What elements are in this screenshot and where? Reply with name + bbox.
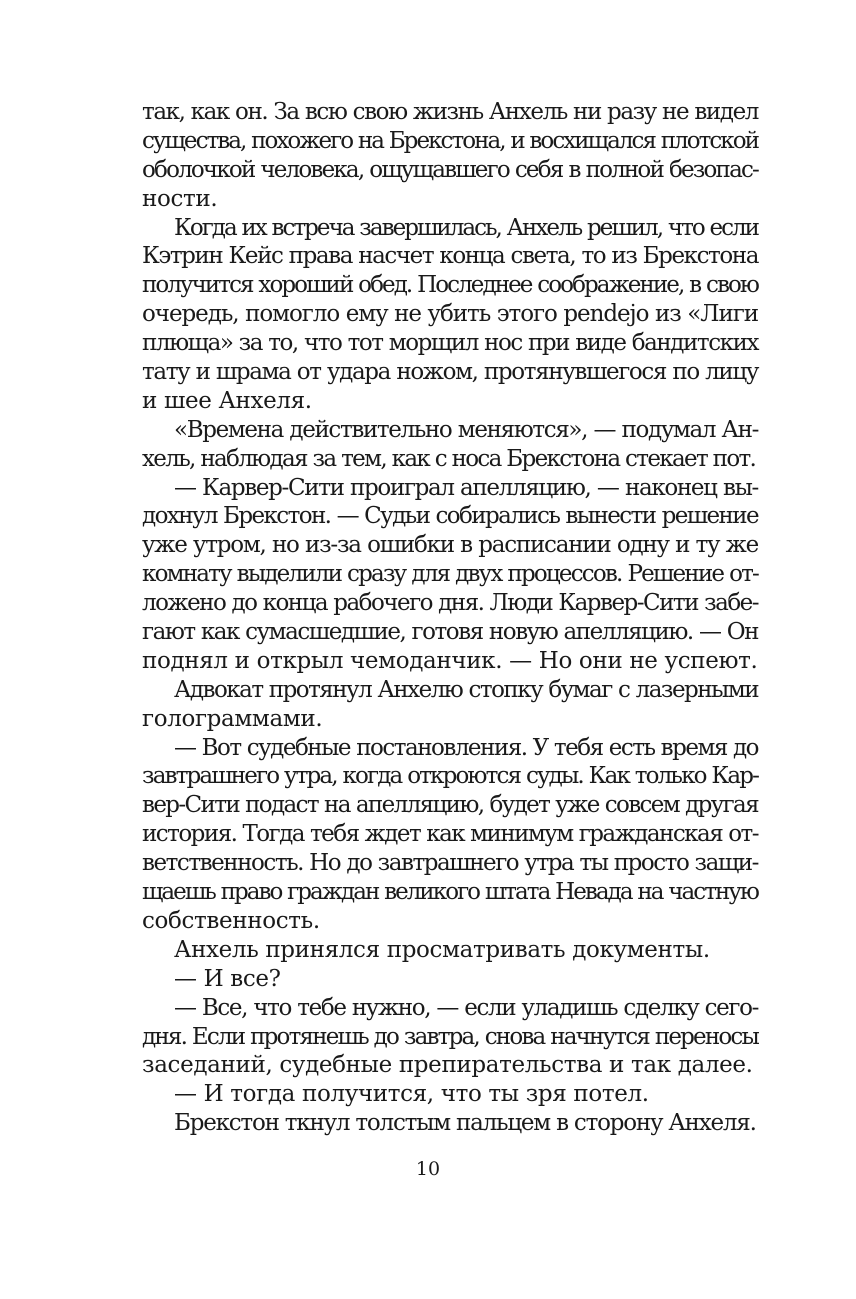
text-line: ности. bbox=[142, 185, 218, 212]
text-line: Анхель принялся просматривать документы. bbox=[174, 936, 710, 963]
text-line: существа, похожего на Брекстона, и восхищался плотской bbox=[142, 127, 758, 154]
text-line: — И все? bbox=[174, 965, 281, 992]
text-line: и шее Анхеля. bbox=[142, 387, 312, 414]
page-number: 10 bbox=[415, 1158, 441, 1180]
text-line: поднял и открыл чемоданчик. — Но они не успеют. bbox=[142, 647, 758, 674]
text-line: дня. Если протянешь до завтра, снова начнутся переносы bbox=[142, 1023, 758, 1050]
text-line: — Карвер-Сити проиграл апелляцию, — наконец вы- bbox=[174, 474, 758, 501]
text-line: Когда их встреча завершилась, Анхель решил, что если bbox=[174, 214, 758, 241]
text-line: уже утром, но из-за ошибки в расписании одну и ту же bbox=[142, 532, 758, 559]
text-line: история. Тогда тебя ждет как минимум гражданская от- bbox=[142, 821, 758, 848]
text-line: «Времена действительно меняются», — подумал Ан- bbox=[174, 416, 758, 443]
text-line: собственность. bbox=[142, 907, 320, 934]
text-line: очередь, помогло ему не убить этого pendejo из «Лиги bbox=[142, 301, 758, 328]
text-line: комнату выделили сразу для двух процессов. Решение от- bbox=[142, 561, 758, 588]
text-line: щаешь право граждан великого штата Невада на частную bbox=[142, 879, 758, 906]
text-line: Кэтрин Кейс права насчет конца света, то из Брекстона bbox=[142, 243, 758, 270]
text-line: получится хороший обед. Последнее соображение, в свою bbox=[142, 272, 758, 299]
text-line: оболочкой человека, ощущавшего себя в полной безопас- bbox=[142, 156, 758, 183]
text-line: Адвокат протянул Анхелю стопку бумаг с лазерными bbox=[174, 676, 758, 703]
text-line: хель, наблюдая за тем, как с носа Брекстона стекает пот. bbox=[142, 445, 756, 472]
text-line: тату и шрама от удара ножом, протянувшегося по лицу bbox=[142, 359, 758, 386]
text-line: — И тогда получится, что ты зря потел. bbox=[174, 1081, 649, 1108]
text-line: дохнул Брекстон. — Судьи собирались вынести решение bbox=[142, 503, 758, 530]
text-line: завтрашнего утра, когда откроются суды. Как только Кар- bbox=[142, 763, 758, 790]
text-line: заседаний, судебные препирательства и так далее. bbox=[142, 1052, 753, 1079]
text-line: ложено до конца рабочего дня. Люди Карвер-Сити забе- bbox=[142, 590, 758, 617]
text-line: — Вот судебные постановления. У тебя есть время до bbox=[174, 734, 758, 761]
text-line: так, как он. За всю свою жизнь Анхель ни разу не видел bbox=[142, 99, 758, 125]
text-line: Брекстон ткнул толстым пальцем в сторону Анхеля. bbox=[174, 1110, 756, 1137]
text-line: ветственность. Но до завтрашнего утра ты просто защи- bbox=[142, 850, 758, 877]
text-line: плюща» за то, что тот морщил нос при виде бандитских bbox=[142, 330, 758, 357]
text-line: вер-Сити подаст на апелляцию, будет уже совсем другая bbox=[142, 792, 758, 819]
text-line: — Все, что тебе нужно, — если уладишь сделку сего- bbox=[174, 994, 758, 1021]
body-text bbox=[142, 98, 758, 1138]
text-line: гают как сумасшедшие, готовя новую апелляцию. — Он bbox=[142, 619, 758, 646]
text-line: голограммами. bbox=[142, 705, 323, 732]
